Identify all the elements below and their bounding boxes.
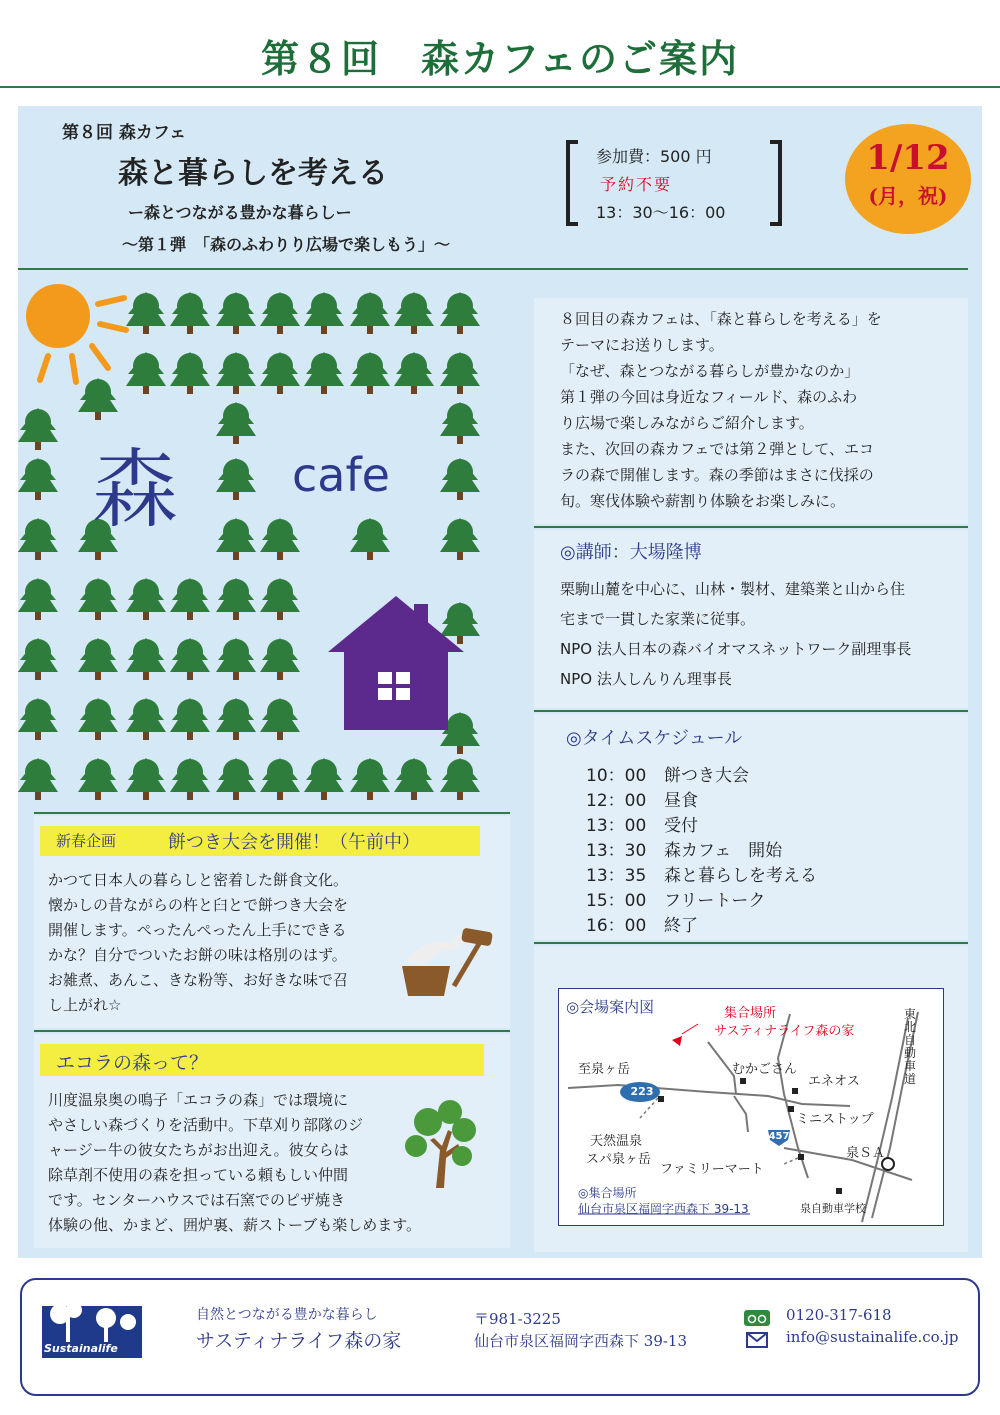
tree-icon <box>18 408 58 450</box>
map-label-school: 泉自動車学校 <box>800 1202 866 1215</box>
text-line: 体験の他、かまど、囲炉裏、薪ストーブも楽しめます。 <box>48 1216 422 1234</box>
text-line: かな？自分でついたお餅の味は格別のはず。 <box>48 946 347 964</box>
header-subtitle: ー森とつながる豊かな暮らしー <box>128 203 352 222</box>
tree-icon <box>216 578 256 620</box>
header-series: 第８回 森カフェ <box>62 123 187 143</box>
tree-icon <box>18 518 58 560</box>
schedule-time: 13：30 <box>586 841 647 861</box>
schedule-row <box>586 914 698 939</box>
map-label-eneos: エネオス <box>808 1074 860 1089</box>
tree-icon <box>440 352 480 394</box>
schedule-row <box>586 764 749 789</box>
tree-icon <box>126 352 166 394</box>
tree-icon <box>260 578 300 620</box>
tree-icon <box>394 758 434 800</box>
tree-icon <box>350 518 390 560</box>
tree-icon <box>440 402 480 444</box>
schedule-event: 受付 <box>664 816 698 836</box>
tree-icon <box>78 638 118 680</box>
tree-icon <box>304 352 344 394</box>
tree-icon <box>126 758 166 800</box>
text-line: 川度温泉奥の鳴子「エコラの森」では環境に <box>48 1091 349 1109</box>
tree-icon <box>350 292 390 334</box>
tree-icon <box>216 758 256 800</box>
schedule-time: 10：00 <box>586 766 647 786</box>
tree-icon <box>18 638 58 680</box>
schedule-heading: ◎タイムスケジュール <box>566 728 743 749</box>
tree-icon <box>126 292 166 334</box>
tree-icon <box>18 698 58 740</box>
schedule-row <box>586 889 765 914</box>
text-line: ャージー牛の彼女たちがお出迎え。彼女らは <box>48 1141 349 1159</box>
text-line: り広場で楽しみながらご紹介します。 <box>560 414 814 432</box>
tree-icon <box>216 518 256 560</box>
footer-email[interactable]: info@sustainalife.co.jp <box>786 1328 959 1346</box>
map-heading: ◎会場案内図 <box>566 998 655 1016</box>
date-text: 1/12 <box>866 138 950 178</box>
tree-icon <box>350 758 390 800</box>
footer-phone[interactable]: 0120-317-618 <box>786 1306 892 1324</box>
text-line: ８回目の森カフェは、「森と暮らしを考える」を <box>560 310 882 328</box>
ecora-title: エコラの森って？ <box>56 1052 209 1074</box>
tree-icon <box>18 458 58 500</box>
text-line: 第１弾の今回は身近なフィールド、森のふわ <box>560 388 858 406</box>
map-label-expressway: 東北自動車道 <box>904 1007 917 1086</box>
map-label-onsen1: 天然温泉 <box>590 1134 643 1149</box>
text-line: 除草剤不使用の森を担っている頼もしい仲間 <box>48 1166 349 1184</box>
map-label-mukaisan: むかごさん <box>732 1062 798 1077</box>
text-line: かつて日本人の暮らしと密着した餅食文化。 <box>48 871 349 889</box>
map-address-label: ◎集合場所 <box>578 1186 637 1200</box>
mail-icon <box>746 1332 768 1348</box>
tree-icon <box>394 292 434 334</box>
house-icon <box>328 596 464 730</box>
schedule-divider <box>534 942 968 944</box>
mochi-tag: 新春企画 <box>56 832 117 850</box>
text-line: 栗駒山麓を中心に、山林・製材、建築業と山から住 <box>560 580 906 598</box>
text-line: し上がれ☆ <box>48 996 122 1014</box>
left-mid-divider <box>34 812 510 814</box>
route-457-sign: 457 <box>768 1131 790 1142</box>
tree-icon <box>216 458 256 500</box>
header-episode: 〜第１弾 「森のふわりり広場で楽しもう」〜 <box>122 235 451 254</box>
tree-icon <box>126 698 166 740</box>
text-line: NPO 法人日本の森バイオマスネットワーク副理事長 <box>560 640 912 658</box>
tree-icon <box>78 758 118 800</box>
tree-icon <box>170 698 210 740</box>
schedule-row <box>586 864 817 889</box>
tree-icon <box>440 518 480 560</box>
logo-cafe: cafe <box>292 448 390 502</box>
footer-postal: 〒981-3225 <box>474 1310 561 1328</box>
mochi-title: 餅つき大会を開催！（午前中） <box>168 832 420 853</box>
text-line: 宅まで一貫した家業に従事。 <box>560 610 756 628</box>
tree-icon <box>260 638 300 680</box>
logo-kanji: 森 <box>92 440 178 540</box>
tree-icon <box>304 758 344 800</box>
date-day-text: (月，祝) <box>868 184 948 208</box>
tree-icon <box>440 758 480 800</box>
text-line: また、次回の森カフェでは第２弾として、エコ <box>560 440 874 458</box>
tree-icon <box>260 758 300 800</box>
time-text: 13：30〜16：00 <box>596 203 726 222</box>
tree-icon <box>78 378 118 420</box>
footer-tagline: 自然とつながる豊かな暮らし <box>196 1307 378 1323</box>
footer-address: 仙台市泉区福岡字西森下 39-13 <box>474 1332 688 1350</box>
header-title: 森と暮らしを考える <box>118 156 388 191</box>
tree-icon <box>350 352 390 394</box>
schedule-event: フリートーク <box>664 891 766 911</box>
schedule-row <box>586 814 698 839</box>
lecturer-divider <box>534 710 968 712</box>
schedule-time: 15：00 <box>586 891 647 911</box>
text-line: ラの森で開催します。森の季節はまさに伐採の <box>560 466 874 484</box>
text-line: テーマにお送りします。 <box>560 336 724 354</box>
tree-icon <box>78 698 118 740</box>
lecturer-heading: ◎講師：大場隆博 <box>560 542 702 563</box>
mochi-divider <box>34 1030 510 1032</box>
sun-icon <box>26 284 126 382</box>
schedule-time: 13：35 <box>586 866 647 886</box>
text-line: 「なぜ、森とつながる暮らしが豊かなのか」 <box>560 362 860 380</box>
text-line: お雑煮、あんこ、きな粉等、お好きな味で召 <box>48 971 349 989</box>
map-label-ministop: ミニストップ <box>796 1112 874 1127</box>
tree-icon <box>18 578 58 620</box>
schedule-time: 13：00 <box>586 816 647 836</box>
tree-icon <box>440 292 480 334</box>
ecora-tree-icon <box>402 1100 478 1190</box>
map-label-izumigatake: 至泉ヶ岳 <box>578 1062 631 1077</box>
text-line: 旬。寒伐体験や薪割り体験をお楽しみに。 <box>560 492 846 510</box>
tree-icon <box>394 352 434 394</box>
tree-icon <box>216 638 256 680</box>
text-line: 懐かしの昔ながらの杵と臼とで餅つき大会を <box>48 896 349 914</box>
title-divider <box>0 86 1000 88</box>
page-title: 第８回 森カフェのご案内 <box>260 37 740 81</box>
intro-divider <box>534 526 968 528</box>
text-line: 開催します。ぺったんぺったん上手にできる <box>48 921 347 939</box>
tree-icon <box>18 758 58 800</box>
schedule-row <box>586 789 698 814</box>
schedule-event: 森と暮らしを考える <box>664 866 817 886</box>
mochi-mortar-icon <box>396 924 496 1000</box>
tree-icon <box>126 638 166 680</box>
tree-icon <box>260 518 300 560</box>
footer-company: サスティナライフ森の家 <box>196 1330 402 1352</box>
tree-icon <box>170 352 210 394</box>
map-label-izumi-sa: 泉ＳＡ <box>846 1146 886 1161</box>
tree-icon <box>170 638 210 680</box>
schedule-event: 森カフェ 開始 <box>664 841 783 861</box>
tree-icon <box>170 578 210 620</box>
tree-icon <box>216 402 256 444</box>
map-meeting-label: 集合場所 <box>724 1006 777 1021</box>
schedule-event: 終了 <box>664 916 698 936</box>
tree-icon <box>170 758 210 800</box>
schedule-event: 餅つき大会 <box>664 766 749 786</box>
tree-icon <box>304 292 344 334</box>
map-label-onsen2: スパ泉ヶ岳 <box>586 1152 652 1167</box>
phone-icon <box>744 1310 770 1326</box>
fee-text: 参加費：500 円 <box>596 147 712 166</box>
tree-icon <box>78 578 118 620</box>
schedule-time: 12：00 <box>586 791 647 811</box>
tree-icon <box>216 292 256 334</box>
company-logo-text: Sustainalife <box>44 1342 118 1355</box>
map-label-familymart: ファミリーマート <box>660 1162 764 1177</box>
tree-icon <box>170 292 210 334</box>
schedule-time: 16：00 <box>586 916 647 936</box>
route-223-sign: 223 <box>630 1085 654 1098</box>
schedule-row <box>586 839 782 864</box>
tree-icon <box>260 352 300 394</box>
tree-icon <box>216 698 256 740</box>
text-line: NPO 法人しんりん理事長 <box>560 670 732 688</box>
map-meeting-name: サスティナライフ森の家 <box>714 1024 855 1039</box>
map-address: 仙台市泉区福岡字西森下 39-13 <box>578 1202 749 1216</box>
text-line: やさしい森づくりを活動中。下草刈り部隊のジ <box>48 1116 364 1134</box>
tree-icon <box>440 458 480 500</box>
tree-icon <box>126 578 166 620</box>
tree-icon <box>260 698 300 740</box>
reservation-text: 予約不要 <box>600 175 673 194</box>
forest-illustration <box>18 270 518 810</box>
schedule-event: 昼食 <box>664 791 698 811</box>
tree-icon <box>216 352 256 394</box>
text-line: です。センターハウスでは石窯でのピザ焼き <box>48 1191 346 1209</box>
tree-icon <box>260 292 300 334</box>
